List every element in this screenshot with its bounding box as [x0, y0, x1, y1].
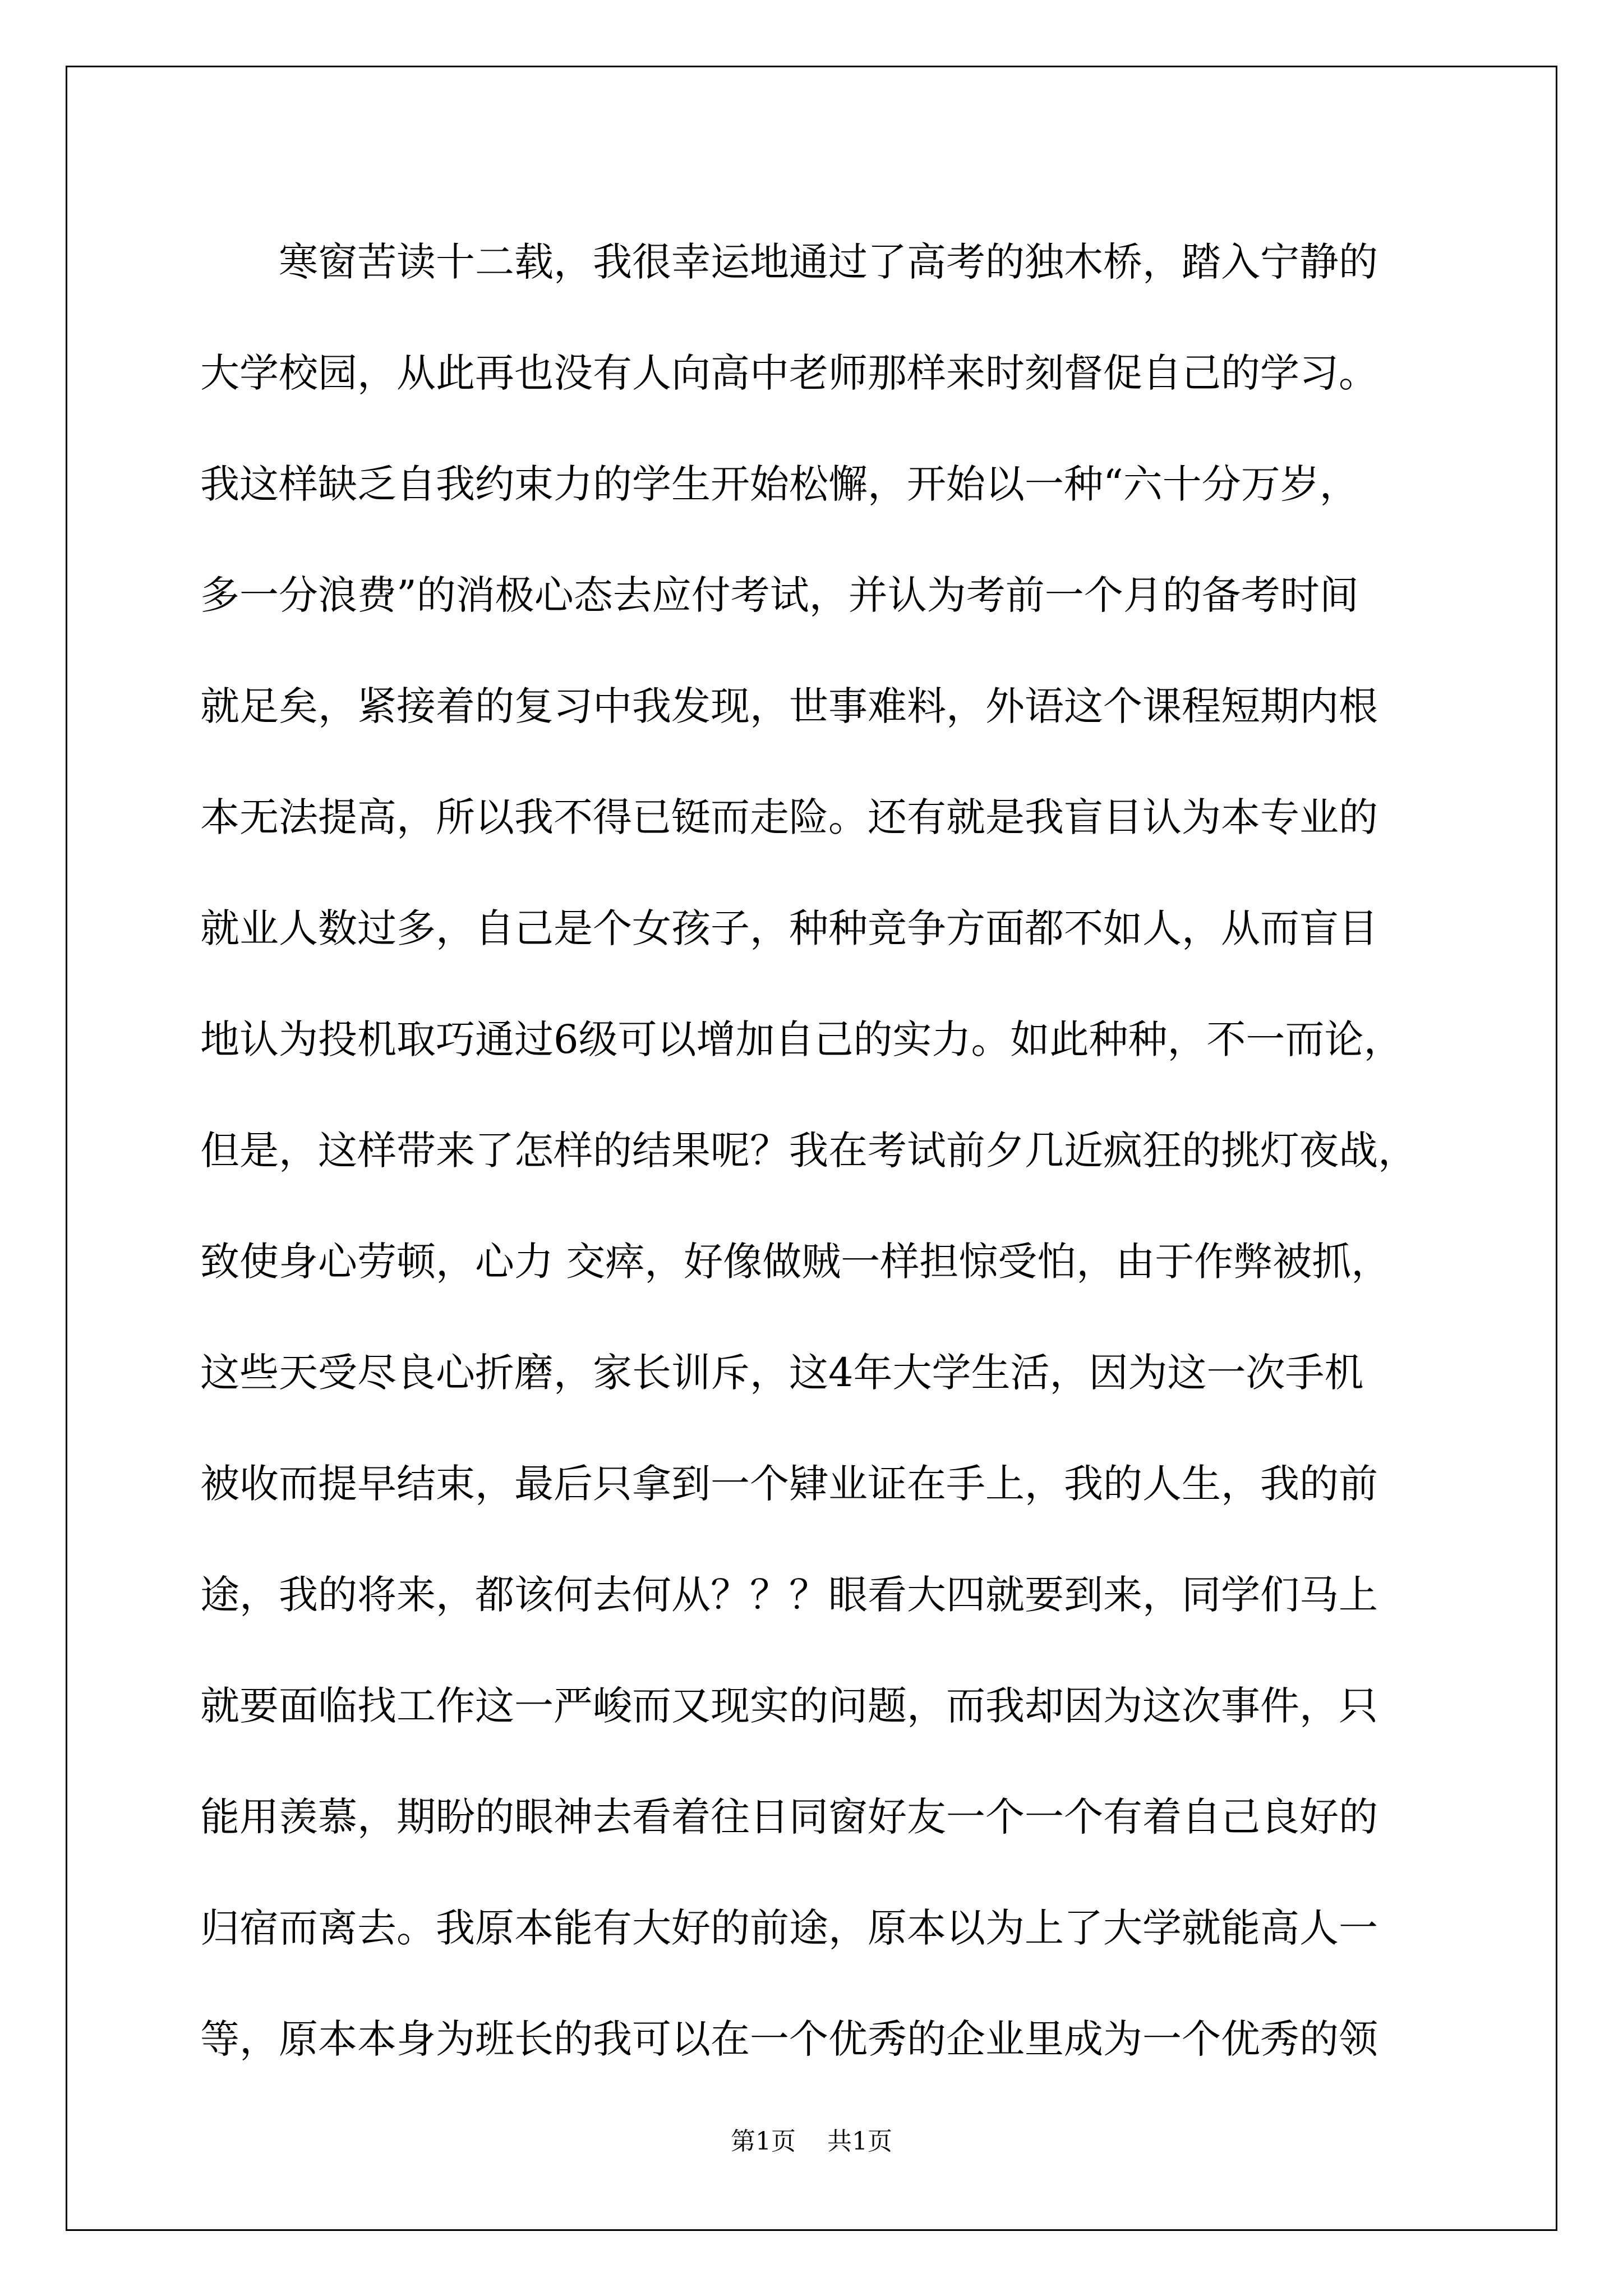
paragraph-line: 途，我的将来，都该何去何从？？？眼看大四就要到来，同学们马上 — [200, 1572, 1378, 1618]
document-body — [200, 219, 1434, 2107]
page-footer — [0, 2125, 1623, 2159]
paragraph-line: 多一分浪费”的消极心态去应付考试，并认为考前一个月的备考时间 — [200, 572, 1359, 618]
page-number-total: 共1页 — [827, 2127, 892, 2156]
page-number-current: 第1页 — [731, 2127, 796, 2156]
paragraph-line: 大学校园，从此再也没有人向高中老师那样来时刻督促自己的学习。 — [200, 350, 1378, 396]
paragraph-line: 被收而提早结束，最后只拿到一个肄业证在手上，我的人生，我的前 — [200, 1461, 1378, 1507]
paragraph-line: 就足矣，紧接着的复习中我发现，世事难料，外语这个课程短期内根 — [200, 683, 1378, 729]
paragraph-line: 但是，这样带来了怎样的结果呢？我在考试前夕几近疯狂的挑灯夜战， — [200, 1128, 1417, 1174]
paragraph-line: 能用羡慕，期盼的眼神去看着往日同窗好友一个一个有着自己良好的 — [200, 1794, 1378, 1840]
paragraph-line: 归宿而离去。我原本能有大好的前途，原本以为上了大学就能高人一 — [200, 1905, 1378, 1951]
paragraph-line: 就要面临找工作这一严峻而又现实的问题，而我却因为这次事件，只 — [200, 1683, 1378, 1729]
paragraph-line: 致使身心劳顿，心力 交瘁，好像做贼一样担惊受怕，由于作弊被抓， — [200, 1239, 1391, 1285]
paragraph-line: 这些天受尽良心折磨，家长训斥，这4年大学生活，因为这一次手机 — [200, 1350, 1364, 1396]
paragraph-line: 地认为投机取巧通过6级可以增加自己的实力。如此种种，不一而论， — [200, 1016, 1403, 1062]
paragraph-line: 就业人数过多，自己是个女孩子，种种竞争方面都不如人，从而盲目 — [200, 905, 1378, 951]
paragraph-line: 我这样缺乏自我约束力的学生开始松懈，开始以一种“六十分万岁， — [200, 461, 1359, 507]
paragraph-line: 本无法提高，所以我不得已铤而走险。还有就是我盲目认为本专业的 — [200, 794, 1378, 840]
paragraph-line: 等，原本本身为班长的我可以在一个优秀的企业里成为一个优秀的领 — [200, 2016, 1378, 2062]
paragraph-line: 寒窗苦读十二载，我很幸运地通过了高考的独木桥，踏入宁静的 — [279, 239, 1378, 285]
